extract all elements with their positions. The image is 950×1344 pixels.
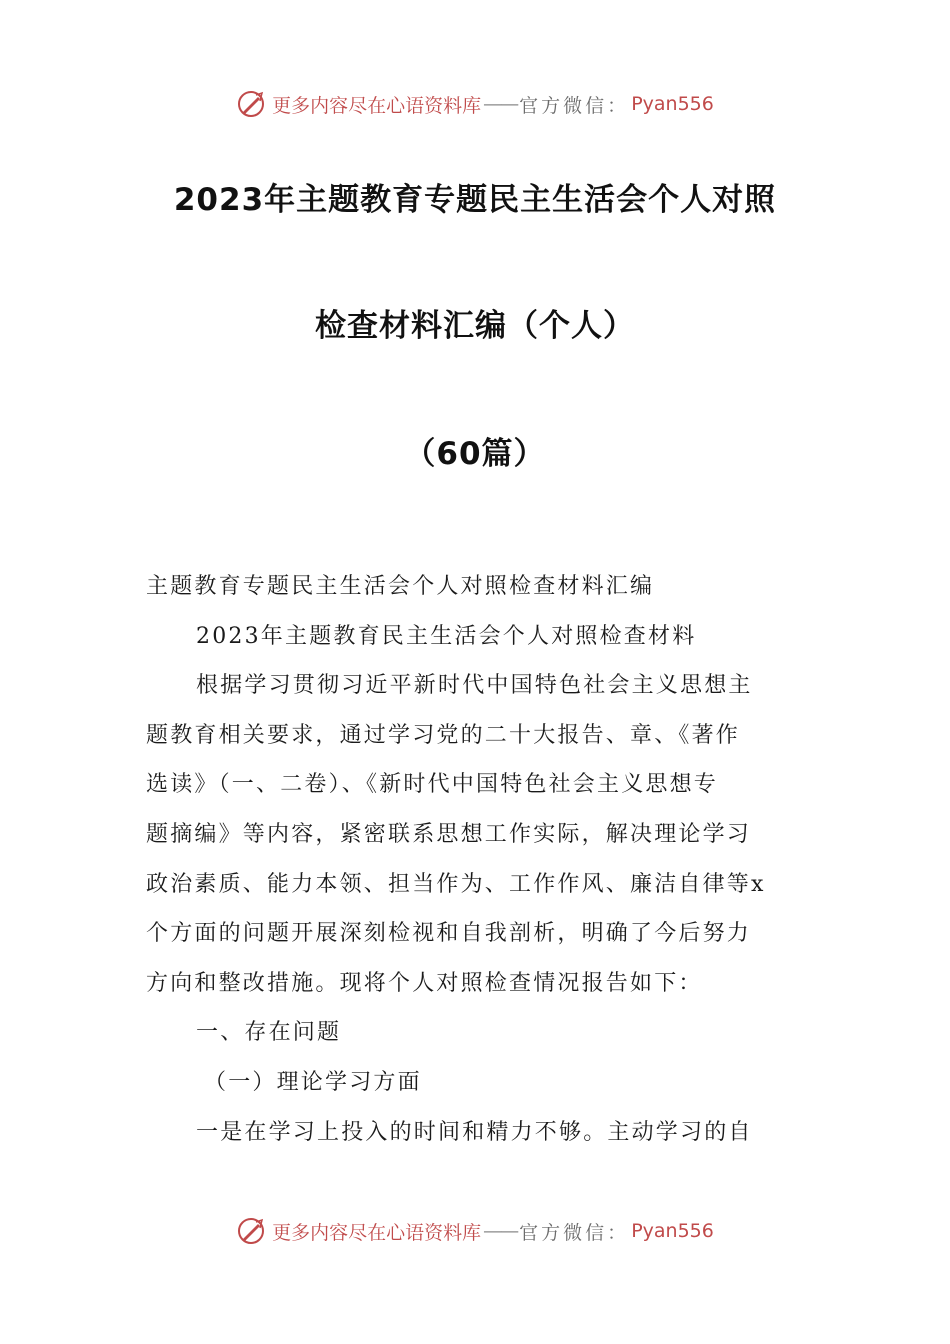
section-heading: 一、存在问题 [196, 1020, 342, 1046]
paragraph-line: 个方面的问题开展深刻检视和自我剖析，明确了今后努力 [146, 921, 752, 947]
watermark-wechat-id: Pyan556 [631, 1220, 714, 1242]
paragraph-line: 方向和整改措施。现将个人对照检查情况报告如下： [146, 970, 703, 996]
watermark-text: 更多内容尽在心语资料库 [272, 94, 482, 117]
document-title-line2: 检查材料汇编（个人） [315, 308, 635, 344]
paragraph-line: 一是在学习上投入的时间和精力不够。主动学习的自 [196, 1119, 753, 1145]
document-title-line1: 2023年主题教育专题民主生活会个人对照 [173, 182, 777, 218]
watermark-wechat-id: Pyan556 [631, 93, 714, 115]
paragraph-line: 题教育相关要求，通过学习党的二十大报告、章、《著作 [146, 722, 741, 748]
quill-logo-icon [236, 1216, 266, 1246]
watermark-official: 官方微信： [519, 94, 630, 117]
watermark-footer [0, 1211, 950, 1251]
article-heading: 2023年主题教育民主生活会个人对照检查材料 [196, 623, 697, 649]
collection-heading: 主题教育专题民主生活会个人对照检查材料汇编 [146, 574, 655, 599]
watermark-header [0, 84, 950, 124]
watermark-separator: —— [483, 1220, 518, 1242]
watermark-text: 更多内容尽在心语资料库 [272, 1221, 482, 1244]
document-title-count: （60篇） [404, 436, 546, 472]
paragraph-line: 选读》（一、二卷）、《新时代中国特色社会主义思想专 [146, 772, 719, 798]
paragraph-line: 根据学习贯彻习近平新时代中国特色社会主义思想主 [196, 673, 753, 699]
subsection-heading: （一）理论学习方面 [204, 1069, 422, 1095]
paragraph-line: 题摘编》等内容，紧密联系思想工作实际，解决理论学习 [146, 821, 752, 847]
paragraph-line: 政治素质、能力本领、担当作为、工作作风、廉洁自律等x [146, 871, 766, 897]
document-body [146, 562, 806, 1157]
quill-logo-icon [236, 89, 266, 119]
watermark-official: 官方微信： [519, 1221, 630, 1244]
watermark-separator: —— [483, 93, 518, 115]
